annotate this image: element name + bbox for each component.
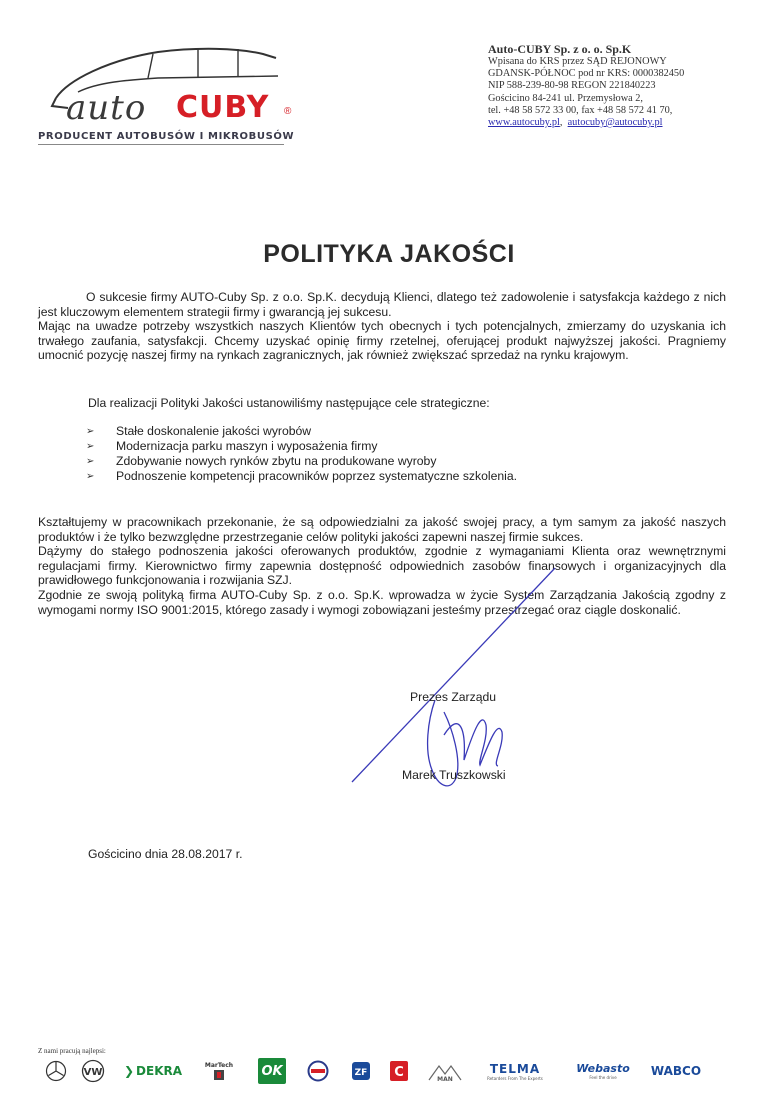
producer-tagline: PRODUCENT AUTOBUSÓW I MIKROBUSÓW — [38, 131, 295, 142]
website-link[interactable]: www.autocuby.pl — [488, 117, 560, 129]
header-divider — [38, 144, 284, 145]
cummins-logo-icon — [388, 1058, 410, 1084]
link-separator: , — [559, 117, 563, 129]
arrow-bullet-icon: ➢ — [86, 441, 95, 452]
company-nip-line: NIP 588-239-80-98 REGON 221840223 — [488, 80, 656, 92]
logo-auto-text: auto — [66, 88, 147, 128]
partner-logos — [38, 1058, 738, 1088]
partners-label: Z nami pracują najlepsi: — [38, 1047, 106, 1055]
company-web-line — [488, 117, 684, 129]
email-link[interactable]: autocuby@autocuby.pl — [567, 117, 663, 129]
company-phone-line: tel. +48 58 572 33 00, fax +48 58 572 41 70, — [488, 104, 673, 116]
list-item: ➢ Modernizacja parku maszyn i wyposażenia firmy — [86, 439, 378, 453]
intro-paragraph — [38, 290, 726, 363]
wabco-logo-icon: WABCO — [650, 1064, 702, 1078]
svg-text:ZF: ZF — [354, 1068, 368, 1078]
list-item: ➢ Stałe doskonalenie jakości wyrobów — [86, 424, 312, 438]
body-paragraph: Dążymy do stałego podnoszenia jakości oferowanych produktów, zgodnie z wymaganiami Klienta oraz wewnętrznymi regulacjami firmy. Kierownictwo firmy zapewnia dostępność odpowiednich zasobów finansowych i organizacyjnych dla prawidłowego funkcjonowania i rozwijania SZJ. — [38, 544, 726, 588]
telma-logo-icon: TELMA Retarders From The Experts — [487, 1061, 543, 1081]
registered-mark: ® — [284, 106, 292, 117]
company-info — [488, 42, 684, 129]
body-paragraph: Kształtujemy w pracownikach przekonanie, że są odpowiedzialni za jakość swojej pracy, a tym samym za jakość naszych produktów i że tylko bezwzględne przestrzeganie celów polityki jakości zapewni naszej firmie sukces. — [38, 515, 726, 544]
company-address-line: Gościcino 84-241 ul. Przemysłowa 2, — [488, 92, 644, 104]
webasto-logo-icon: Webasto Feel the drive — [576, 1062, 630, 1080]
list-item: ➢ Podnoszenie kompetencji pracowników poprzez systematyczne szkolenia. — [86, 469, 518, 483]
ok-logo-icon: OK — [258, 1058, 286, 1084]
volkswagen-logo-icon — [80, 1058, 106, 1084]
arrow-bullet-icon: ➢ — [86, 426, 95, 437]
mercedes-logo-icon — [44, 1058, 68, 1084]
svg-text:VW: VW — [83, 1067, 103, 1078]
martech-logo-icon: MarTech — [202, 1058, 236, 1084]
document-date: Gościcino dnia 28.08.2017 r. — [88, 847, 243, 861]
company-logo — [48, 40, 298, 135]
goals-list — [86, 424, 686, 484]
intro-first-sentence: O sukcesie firmy AUTO-Cuby Sp. z o.o. Sp.K. decydują Klienci, dlatego też zadowolenie i satysfakcja każdego z nich jest kluczowym elementem strategii firmy i gwarancją jej sukcesu. — [38, 290, 726, 319]
company-court-line: GDANSK-PÓŁNOC pod nr KRS: 0000382450 — [488, 68, 685, 80]
document-title: POLITYKA JAKOŚCI — [263, 240, 515, 268]
logo-cuby-text: CUBY — [176, 90, 270, 125]
list-item: ➢ Zdobywanie nowych rynków zbytu na produkowane wyroby — [86, 454, 437, 468]
svg-text:MAN: MAN — [437, 1076, 453, 1082]
zf-logo-icon — [350, 1058, 372, 1084]
signatory-role: Prezes Zarządu — [410, 690, 497, 704]
dekra-logo-icon: ❯ DEKRA — [123, 1064, 183, 1078]
signatory-name: Marek Truszkowski — [402, 768, 506, 782]
arrow-bullet-icon: ➢ — [86, 471, 95, 482]
svg-text:C: C — [394, 1065, 404, 1080]
goals-intro: Dla realizacji Polityki Jakości ustanowiliśmy następujące cele strategiczne: — [88, 396, 490, 410]
iveco-logo-icon — [306, 1058, 330, 1084]
arrow-bullet-icon: ➢ — [86, 456, 95, 467]
intro-rest: Mając na uwadze potrzeby wszystkich naszych Klientów tych obecnych i tych potencjalnych, zmierzamy do uzyskania ich trwałego zaufania, satysfakcji. Chcemy uzyskać opinię firmy rzetelnej, oferującej produkt najwyższej jakości. Pragniemy umocnić pozycję naszej firmy na rynkach zagranicznych, jak również zwiększać sprzedaż na rynku krajowym. — [38, 319, 726, 363]
body-paragraph: Zgodnie ze swoją polityką firma AUTO-Cuby Sp. z o.o. Sp.K. wprowadza w życie System Zarządzania Jakością zgodny z wymogami normy ISO 9001:2015, którego zasady i wymogi zobowiązani jesteśmy przestrzegać oraz ciągle doskonalić. — [38, 587, 726, 617]
company-name: Auto-CUBY Sp. z o. o. Sp.K — [488, 42, 632, 56]
man-logo-icon — [426, 1058, 464, 1084]
company-krs-line: Wpisana do KRS przez SĄD REJONOWY — [488, 56, 667, 67]
